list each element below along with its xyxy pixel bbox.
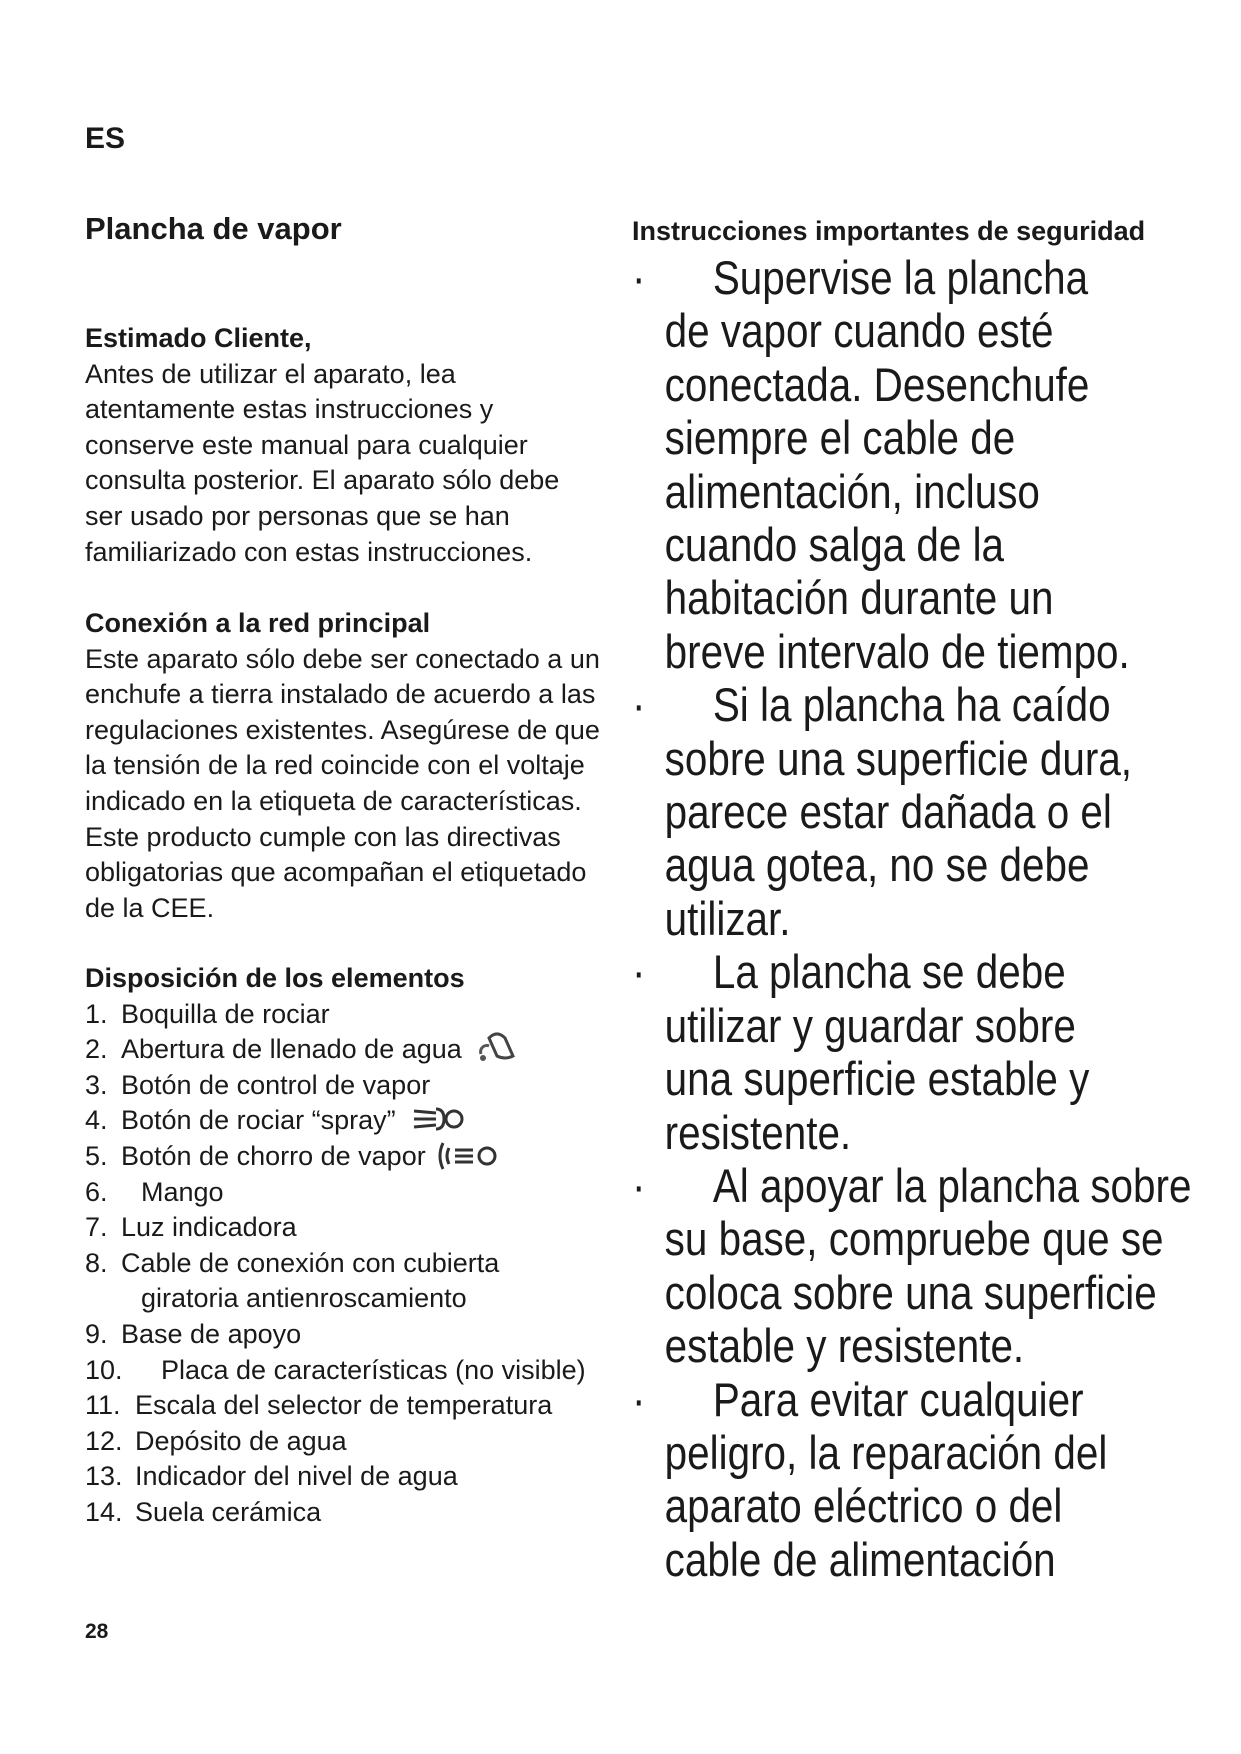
- item-number: 1.: [85, 998, 108, 1029]
- safety-item: [632, 678, 1200, 945]
- page-number: 28: [85, 1620, 109, 1643]
- safety-item-line: resistente.: [664, 1105, 852, 1159]
- safety-item-line: su base, compruebe que se: [664, 1212, 1164, 1266]
- safety-item-line: cable de alimentación: [664, 1532, 1056, 1586]
- list-item: [85, 997, 645, 1033]
- safety-heading: Instrucciones importantes de seguridad: [632, 216, 1146, 246]
- item-label: Botón de chorro de vapor: [121, 1140, 426, 1171]
- safety-item-line: utilizar y guardar sobre: [664, 998, 1076, 1052]
- safety-item-line: cuando salga de la: [664, 518, 1005, 572]
- safety-item-line: una superficie estable y: [664, 1052, 1090, 1106]
- item-number: 11.: [85, 1390, 121, 1421]
- list-item: [85, 1139, 645, 1175]
- client-line: familiarizado con estas instrucciones.: [85, 536, 533, 567]
- list-item: [85, 1317, 645, 1353]
- safety-item-line: agua gotea, no se debe: [664, 838, 1090, 892]
- safety-item-line: habitación durante un: [664, 571, 1054, 625]
- list-item: [85, 1246, 645, 1282]
- item-label: Abertura de llenado de agua: [121, 1034, 462, 1065]
- connection-line: regulaciones existentes. Asegúrese de que: [85, 714, 600, 745]
- client-line: atentamente estas instrucciones y: [85, 394, 494, 425]
- steam-burst-icon: [435, 1139, 501, 1173]
- list-item: [85, 1068, 645, 1104]
- item-number: 13.: [85, 1461, 123, 1492]
- water-fill-icon: [475, 1026, 519, 1064]
- client-line: consulta posterior. El aparato sólo debe: [85, 465, 560, 496]
- safety-item-first-line: Si la plancha ha caído: [712, 678, 1111, 732]
- list-item: [85, 1032, 645, 1068]
- client-line: conserve este manual para cualquier: [85, 429, 528, 460]
- safety-item: [632, 945, 1200, 1159]
- client-section: [85, 321, 645, 570]
- safety-item: [632, 1373, 1200, 1587]
- bullet: ·: [632, 1372, 646, 1426]
- item-number: 7.: [85, 1212, 108, 1243]
- list-item-continuation: [85, 1281, 645, 1317]
- item-label: Indicador del nivel de agua: [135, 1461, 458, 1492]
- item-label: Luz indicadora: [121, 1212, 297, 1243]
- safety-item-line: peligro, la reparación del: [664, 1425, 1108, 1479]
- connection-section: [85, 606, 645, 926]
- connection-heading: Conexión a la red principal: [85, 608, 431, 638]
- item-label: Botón de control de vapor: [121, 1069, 431, 1100]
- safety-item-line: estable y resistente.: [664, 1319, 1025, 1373]
- safety-item-line: aparato eléctrico o del: [664, 1479, 1063, 1533]
- item-number: 4.: [85, 1105, 108, 1136]
- item-label: Mango: [141, 1176, 224, 1207]
- safety-item-line: conectada. Desenchufe: [664, 357, 1090, 411]
- item-label: Depósito de agua: [135, 1425, 347, 1456]
- list-item: [85, 1388, 645, 1424]
- item-number: 5.: [85, 1140, 108, 1171]
- layout-heading: Disposición de los elementos: [85, 963, 465, 993]
- safety-item-first-line: Para evitar cualquier: [712, 1372, 1084, 1426]
- item-number: 6.: [85, 1176, 108, 1207]
- item-number: 9.: [85, 1318, 108, 1349]
- list-item: [85, 1495, 645, 1531]
- bullet: ·: [632, 251, 646, 304]
- bullet: ·: [632, 945, 646, 999]
- connection-line: de la CEE.: [85, 892, 215, 923]
- item-label: Suela cerámica: [135, 1496, 322, 1527]
- list-item: [85, 1459, 645, 1495]
- list-item: [85, 1353, 645, 1389]
- safety-item-line: sobre una superficie dura,: [664, 731, 1133, 785]
- bullet: ·: [632, 678, 646, 732]
- list-item: [85, 1424, 645, 1460]
- connection-line: indicado en la etiqueta de características.: [85, 785, 582, 816]
- item-label: Base de apoyo: [121, 1318, 302, 1349]
- language-code: ES: [85, 122, 126, 155]
- safety-list: [632, 251, 1200, 1586]
- list-item: [85, 1210, 645, 1246]
- item-label-continuation: giratoria antienroscamiento: [141, 1283, 467, 1314]
- item-label: Botón de rociar “spray”: [121, 1105, 396, 1136]
- safety-item-line: coloca sobre una superficie: [664, 1265, 1157, 1319]
- item-label: Placa de características (no visible): [161, 1354, 586, 1385]
- spray-icon: [410, 1103, 466, 1135]
- safety-item-line: de vapor cuando esté: [664, 304, 1054, 358]
- safety-item-first-line: Supervise la plancha: [712, 251, 1089, 304]
- item-number: 3.: [85, 1069, 108, 1100]
- client-line: ser usado por personas que se han: [85, 500, 510, 531]
- item-number: 8.: [85, 1247, 108, 1278]
- list-item: [85, 1175, 645, 1211]
- safety-item-line: breve intervalo de tiempo.: [664, 624, 1130, 678]
- item-number: 2.: [85, 1034, 108, 1065]
- safety-item-first-line: La plancha se debe: [712, 945, 1066, 999]
- safety-item: [632, 251, 1200, 678]
- layout-section: [85, 961, 645, 1531]
- document-title: Plancha de vapor: [85, 211, 342, 246]
- safety-item: [632, 1159, 1200, 1373]
- safety-item-first-line: Al apoyar la plancha sobre: [712, 1158, 1192, 1212]
- safety-item-line: parece estar dañada o el: [664, 785, 1112, 839]
- connection-line: Este producto cumple con las directivas: [85, 821, 561, 852]
- safety-item-line: utilizar.: [664, 891, 791, 945]
- bullet: ·: [632, 1158, 646, 1212]
- list-item: [85, 1103, 645, 1139]
- parts-list: [85, 997, 645, 1531]
- connection-line: obligatorias que acompañan el etiquetado: [85, 857, 587, 888]
- item-number: 12.: [85, 1425, 123, 1456]
- connection-line: la tensión de la red coincide con el voltaje: [85, 750, 585, 781]
- connection-line: enchufe a tierra instalado de acuerdo a las: [85, 679, 596, 710]
- item-number: 14.: [85, 1496, 123, 1527]
- client-line: Antes de utilizar el aparato, lea: [85, 358, 456, 389]
- item-number: 10.: [85, 1354, 123, 1385]
- client-heading: Estimado Cliente,: [85, 323, 312, 353]
- connection-line: Este aparato sólo debe ser conectado a un: [85, 643, 600, 674]
- item-label: Escala del selector de temperatura: [135, 1390, 553, 1421]
- safety-item-line: alimentación, incluso: [664, 464, 1040, 518]
- item-label: Boquilla de rociar: [121, 998, 330, 1029]
- item-label: Cable de conexión con cubierta: [121, 1247, 500, 1278]
- safety-item-line: siempre el cable de: [664, 411, 1016, 465]
